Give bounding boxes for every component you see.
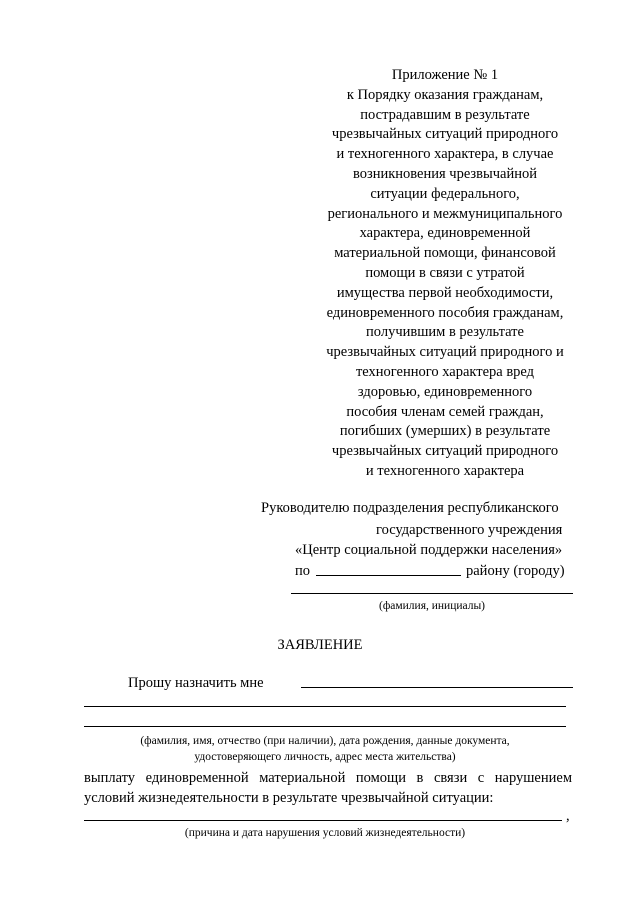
addressee-line-3: «Центр социальной поддержки населения»	[295, 542, 563, 558]
addressee-name-blank-line[interactable]	[291, 593, 573, 594]
appendix-line: возникновения чрезвычайной	[352, 165, 538, 182]
appendix-line: характера, единовременной	[359, 225, 531, 242]
appendix-line: единовременного пособия гражданам,	[326, 304, 564, 321]
applicant-blank-line-3[interactable]	[84, 726, 566, 727]
appendix-line: и техногенного характера	[365, 462, 525, 479]
appendix-line: чрезвычайных ситуаций природного	[331, 126, 559, 143]
appendix-line: материальной помощи, финансовой	[334, 245, 556, 262]
addressee-district-suffix: району (городу)	[466, 563, 565, 579]
appendix-line: погибших (умерших) в результате	[339, 423, 551, 440]
applicant-blank-line-1[interactable]	[301, 687, 573, 688]
appendix-line: ситуации федерального,	[370, 185, 520, 202]
applicant-caption-line-2: удостоверяющего личность, адрес места жительства)	[194, 751, 456, 763]
appendix-header	[300, 66, 590, 482]
reason-caption: (причина и дата нарушения условий жизнедеятельности)	[184, 827, 466, 839]
addressee-name-caption: (фамилия, инициалы)	[378, 600, 486, 612]
appendix-line: пособия членам семей граждан,	[346, 403, 544, 420]
request-lead-text: Прошу назначить мне	[128, 675, 264, 691]
addressee-line-2: государственного учреждения	[376, 522, 563, 538]
appendix-line: здоровью, единовременного	[357, 383, 533, 400]
payment-paragraph	[84, 768, 572, 808]
payment-line-2: условий жизнедеятельности в результате чрезвычайной ситуации:	[84, 790, 494, 806]
appendix-line: имущества первой необходимости,	[336, 284, 554, 301]
applicant-caption-line-1: (фамилия, имя, отчество (при наличии), дата рождения, данные документа,	[140, 735, 510, 747]
statement-title: ЗАЯВЛЕНИЕ	[277, 637, 363, 653]
addressee-line-1: Руководителю подразделения республиканского	[261, 500, 559, 516]
appendix-line: чрезвычайных ситуаций природного	[331, 443, 559, 460]
appendix-line: получившим в результате	[366, 324, 524, 341]
district-blank-line[interactable]	[316, 575, 461, 576]
appendix-line: техногенного характера вред	[355, 363, 535, 380]
appendix-line: чрезвычайных ситуаций природного и	[326, 344, 564, 361]
reason-trailing-comma: ,	[566, 808, 570, 824]
payment-line-1: выплату единовременной материальной помощи в связи с нарушением	[84, 770, 572, 786]
appendix-line: пострадавшим в результате	[360, 106, 530, 123]
addressee-district-prefix: по	[295, 563, 311, 579]
appendix-line: к Порядку оказания гражданам,	[346, 86, 544, 103]
appendix-line: и техногенного характера, в случае	[336, 146, 554, 163]
reason-blank-line[interactable]	[84, 820, 562, 821]
appendix-line: регионального и межмуниципального	[327, 205, 563, 222]
applicant-blank-line-2[interactable]	[84, 706, 566, 707]
appendix-line: Приложение № 1	[391, 67, 499, 83]
appendix-line: помощи в связи с утратой	[365, 264, 525, 281]
